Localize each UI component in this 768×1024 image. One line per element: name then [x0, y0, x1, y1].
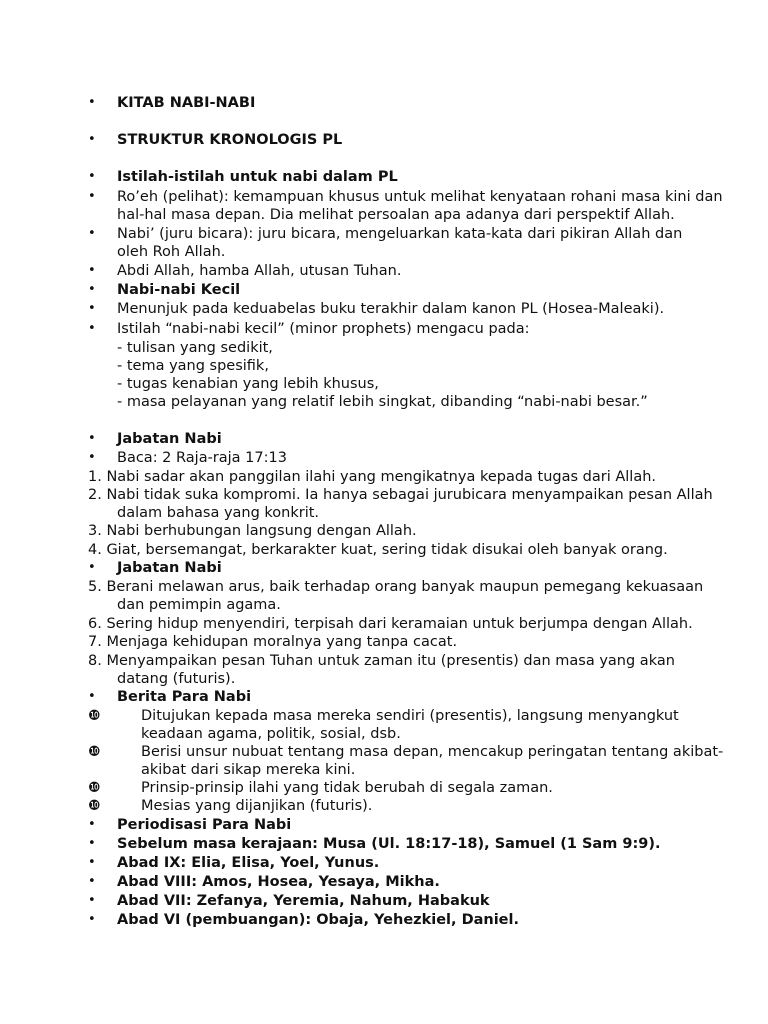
- marked-item-text: Ditujukan kepada masa mereka sendiri (presentis), langsung menyangkut: [141, 708, 679, 724]
- list-item-text: oleh Roh Allah.: [117, 244, 226, 260]
- list-item-text: Menunjuk pada keduabelas buku terakhir dalam kanon PL (Hosea-Maleaki).: [117, 301, 665, 317]
- numbered-item-text: 3. Nabi berhubungan langsung dengan Allah.: [88, 523, 417, 539]
- heading-text: Nabi-nabi Kecil: [117, 282, 241, 298]
- ten-circle-icon: ❿: [88, 780, 101, 796]
- period-item-text: Sebelum masa kerajaan: Musa (Ul. 18:17-18), Samuel (1 Sam 9:9).: [117, 836, 661, 852]
- marked-item-text: keadaan agama, politik, sosial, dsb.: [141, 726, 401, 742]
- heading-text: Jabatan Nabi: [117, 560, 222, 576]
- bullet: •: [88, 132, 96, 147]
- bullet: •: [88, 912, 96, 927]
- numbered-item-text: 7. Menjaga kehidupan moralnya yang tanpa cacat.: [88, 634, 458, 650]
- marked-item-text: akibat dari sikap mereka kini.: [141, 762, 356, 778]
- numbered-item-text: 1. Nabi sadar akan panggilan ilahi yang mengikatnya kepada tugas dari Allah.: [88, 469, 657, 485]
- marked-item-text: Mesias yang dijanjikan (futuris).: [141, 798, 373, 814]
- bullet: •: [88, 95, 96, 110]
- heading-text: KITAB NABI-NABI: [117, 95, 256, 111]
- bullet: •: [88, 855, 96, 870]
- list-item-text: Baca: 2 Raja-raja 17:13: [117, 450, 287, 466]
- dash-item-text: - masa pelayanan yang relatif lebih singkat, dibanding “nabi-nabi besar.”: [117, 394, 648, 410]
- heading-text: Istilah-istilah untuk nabi dalam PL: [117, 169, 398, 185]
- bullet: •: [88, 301, 96, 316]
- ten-circle-icon: ❿: [88, 708, 101, 724]
- bullet: •: [88, 689, 96, 704]
- bullet: •: [88, 874, 96, 889]
- bullet: •: [88, 321, 96, 336]
- heading-text: Berita Para Nabi: [117, 689, 252, 705]
- bullet: •: [88, 282, 96, 297]
- period-item-text: Abad IX: Elia, Elisa, Yoel, Yunus.: [117, 855, 380, 871]
- bullet: •: [88, 893, 96, 908]
- heading-text: STRUKTUR KRONOLOGIS PL: [117, 132, 343, 148]
- period-item-text: Abad VI (pembuangan): Obaja, Yehezkiel, Daniel.: [117, 912, 519, 928]
- bullet: •: [88, 450, 96, 465]
- list-item-text: Istilah “nabi-nabi kecil” (minor prophets) mengacu pada:: [117, 321, 530, 337]
- list-item-text: Ro’eh (pelihat): kemampuan khusus untuk melihat kenyataan rohani masa kini dan: [117, 189, 723, 205]
- heading-text: Periodisasi Para Nabi: [117, 817, 292, 833]
- marked-item-text: Berisi unsur nubuat tentang masa depan, mencakup peringatan tentang akibat-: [141, 744, 724, 760]
- numbered-item-text: dalam bahasa yang konkrit.: [117, 505, 320, 521]
- dash-item-text: - tulisan yang sedikit,: [117, 340, 273, 356]
- numbered-item-text: 4. Giat, bersemangat, berkarakter kuat, sering tidak disukai oleh banyak orang.: [88, 542, 668, 558]
- bullet: •: [88, 169, 96, 184]
- bullet: •: [88, 431, 96, 446]
- bullet: •: [88, 189, 96, 204]
- bullet: •: [88, 263, 96, 278]
- numbered-item-text: dan pemimpin agama.: [117, 597, 281, 613]
- numbered-item-text: 6. Sering hidup menyendiri, terpisah dari keramaian untuk berjumpa dengan Allah.: [88, 616, 693, 632]
- list-item-text: Nabi’ (juru bicara): juru bicara, mengeluarkan kata-kata dari pikiran Allah dan: [117, 226, 683, 242]
- numbered-item-text: 5. Berani melawan arus, baik terhadap orang banyak maupun pemegang kekuasaan: [88, 579, 704, 595]
- ten-circle-icon: ❿: [88, 744, 101, 760]
- list-item-text: hal-hal masa depan. Dia melihat persoalan apa adanya dari perspektif Allah.: [117, 207, 675, 223]
- period-item-text: Abad VIII: Amos, Hosea, Yesaya, Mikha.: [117, 874, 440, 890]
- period-item-text: Abad VII: Zefanya, Yeremia, Nahum, Habakuk: [117, 893, 490, 909]
- marked-item-text: Prinsip-prinsip ilahi yang tidak berubah di segala zaman.: [141, 780, 553, 796]
- list-item-text: Abdi Allah, hamba Allah, utusan Tuhan.: [117, 263, 402, 279]
- bullet: •: [88, 817, 96, 832]
- numbered-item-text: 8. Menyampaikan pesan Tuhan untuk zaman itu (presentis) dan masa yang akan: [88, 653, 675, 669]
- bullet: •: [88, 226, 96, 241]
- heading-text: Jabatan Nabi: [117, 431, 222, 447]
- bullet: •: [88, 560, 96, 575]
- dash-item-text: - tema yang spesifik,: [117, 358, 269, 374]
- numbered-item-text: datang (futuris).: [117, 671, 236, 687]
- numbered-item-text: 2. Nabi tidak suka kompromi. Ia hanya sebagai jurubicara menyampaikan pesan Allah: [88, 487, 713, 503]
- bullet: •: [88, 836, 96, 851]
- dash-item-text: - tugas kenabian yang lebih khusus,: [117, 376, 379, 392]
- ten-circle-icon: ❿: [88, 798, 101, 814]
